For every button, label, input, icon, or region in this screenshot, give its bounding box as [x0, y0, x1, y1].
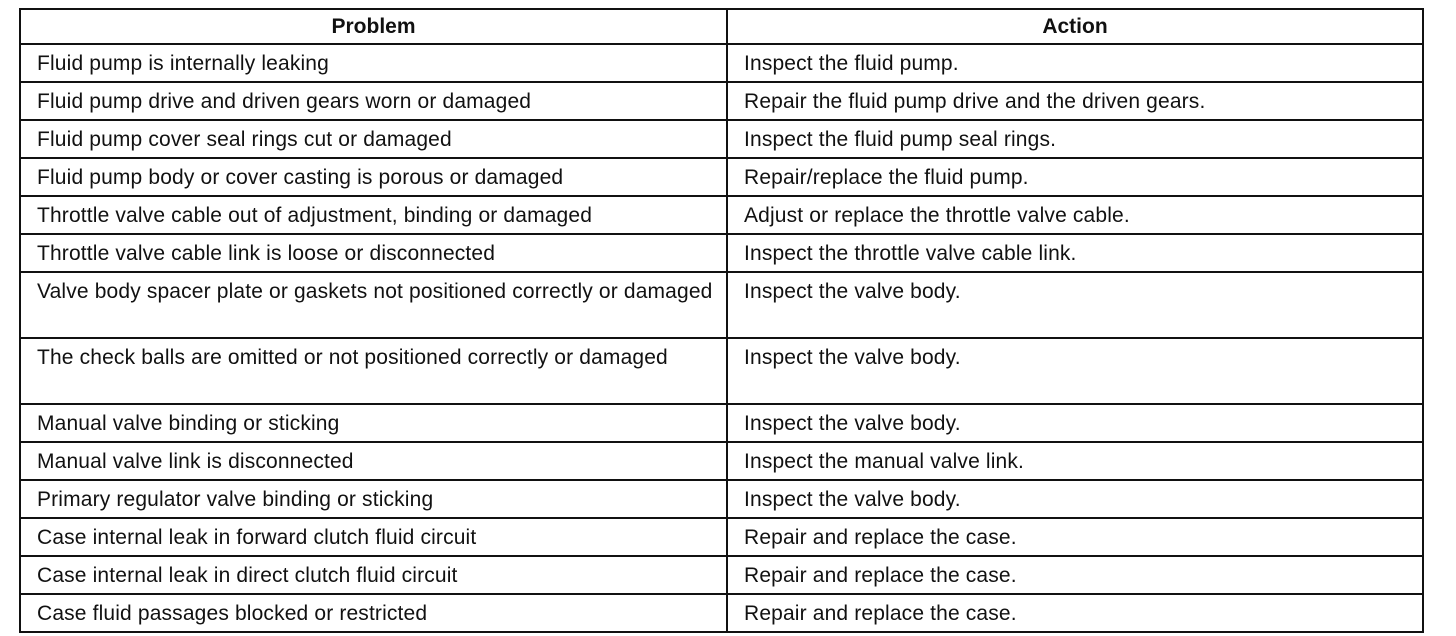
action-cell: Repair and replace the case. — [727, 594, 1423, 632]
table-row — [20, 272, 1423, 338]
action-cell: Inspect the valve body. — [727, 272, 1423, 338]
problem-cell: Manual valve binding or sticking — [20, 404, 727, 442]
table-body — [20, 44, 1423, 632]
header-action: Action — [727, 9, 1423, 44]
problem-cell: Throttle valve cable link is loose or disconnected — [20, 234, 727, 272]
table-row — [20, 480, 1423, 518]
problem-cell: Fluid pump is internally leaking — [20, 44, 727, 82]
action-cell: Inspect the valve body. — [727, 338, 1423, 404]
action-cell: Inspect the manual valve link. — [727, 442, 1423, 480]
table-row — [20, 594, 1423, 632]
problem-cell: Primary regulator valve binding or sticking — [20, 480, 727, 518]
table-row — [20, 158, 1423, 196]
action-cell: Repair and replace the case. — [727, 518, 1423, 556]
table-row — [20, 404, 1423, 442]
table-row — [20, 338, 1423, 404]
document-page — [19, 8, 1422, 633]
action-cell: Inspect the throttle valve cable link. — [727, 234, 1423, 272]
problem-cell: Fluid pump drive and driven gears worn or damaged — [20, 82, 727, 120]
problem-cell: Case internal leak in forward clutch fluid circuit — [20, 518, 727, 556]
problem-cell: The check balls are omitted or not positioned correctly or damaged — [20, 338, 727, 404]
action-cell: Adjust or replace the throttle valve cable. — [727, 196, 1423, 234]
action-cell: Inspect the fluid pump. — [727, 44, 1423, 82]
table-row — [20, 556, 1423, 594]
problem-cell: Fluid pump cover seal rings cut or damaged — [20, 120, 727, 158]
problem-cell: Throttle valve cable out of adjustment, binding or damaged — [20, 196, 727, 234]
table-row — [20, 44, 1423, 82]
problem-cell: Valve body spacer plate or gaskets not positioned correctly or damaged — [20, 272, 727, 338]
problem-cell: Case fluid passages blocked or restricted — [20, 594, 727, 632]
table-row — [20, 518, 1423, 556]
diagnosis-table — [19, 8, 1424, 633]
table-row — [20, 120, 1423, 158]
action-cell: Inspect the valve body. — [727, 404, 1423, 442]
table-row — [20, 82, 1423, 120]
action-cell: Repair/replace the fluid pump. — [727, 158, 1423, 196]
action-cell: Inspect the fluid pump seal rings. — [727, 120, 1423, 158]
problem-cell: Case internal leak in direct clutch fluid circuit — [20, 556, 727, 594]
table-row — [20, 196, 1423, 234]
header-problem: Problem — [20, 9, 727, 44]
problem-cell: Fluid pump body or cover casting is porous or damaged — [20, 158, 727, 196]
action-cell: Repair the fluid pump drive and the driven gears. — [727, 82, 1423, 120]
table-header — [20, 9, 1423, 44]
action-cell: Repair and replace the case. — [727, 556, 1423, 594]
problem-cell: Manual valve link is disconnected — [20, 442, 727, 480]
header-row — [20, 9, 1423, 44]
action-cell: Inspect the valve body. — [727, 480, 1423, 518]
table-row — [20, 234, 1423, 272]
table-row — [20, 442, 1423, 480]
